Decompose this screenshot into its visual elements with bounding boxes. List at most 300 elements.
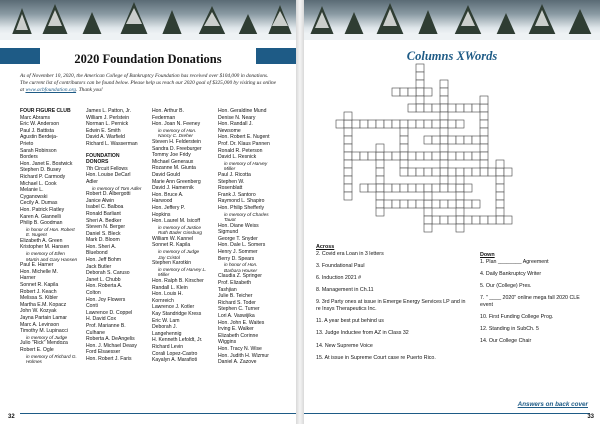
crossword-cell[interactable] [376, 152, 384, 160]
donor-name: Cecily A. Dumas [20, 200, 58, 207]
donor-name: Prof. Marianne B. [86, 323, 126, 329]
donor-name: Michael L. Cook [20, 180, 57, 187]
donor-name: Randall L. Klein [152, 284, 188, 291]
donor-name: Hon. Janet E. Bostwick [20, 160, 73, 167]
crossword-cell[interactable] [456, 176, 464, 184]
crossword-cell[interactable] [360, 152, 368, 160]
donor-name: John W. Kozyak [20, 308, 57, 315]
crossword-cell[interactable] [432, 168, 440, 176]
donor-name: Irving E. Walker [218, 326, 254, 333]
donor-name: Adler [86, 178, 98, 185]
crossword-cell[interactable] [464, 152, 472, 160]
crossword-cell[interactable] [344, 192, 352, 200]
donor-name: Claudia Z. Springer [218, 273, 262, 280]
crossword-cell[interactable] [440, 104, 448, 112]
tribute-note: Tauot [224, 217, 236, 223]
donor-name: Hon. Geraldine Mund [218, 108, 267, 114]
donor-name: Richard S. Toder [218, 299, 256, 306]
crossword-cell[interactable] [400, 184, 408, 192]
crossword-cell[interactable] [488, 168, 496, 176]
crossword-cell[interactable] [400, 120, 408, 128]
donor-name: Lawrence J. Kotler [152, 304, 195, 311]
foundation-link[interactable]: www.acbfoundation.org [25, 87, 77, 93]
crossword-cell[interactable] [440, 96, 448, 104]
crossword-cell[interactable] [496, 160, 504, 168]
crossword-cell[interactable] [424, 104, 432, 112]
crossword-cell[interactable] [344, 144, 352, 152]
donor-name: Karen A. Giannelli [20, 213, 61, 220]
winter-trees-photo [304, 0, 600, 40]
crossword-cell[interactable] [432, 184, 440, 192]
crossword-cell[interactable] [360, 184, 368, 192]
donor-name: Raymond L. Shapiro [218, 198, 265, 205]
donor-name: Kayalyn A. Marafioti [152, 357, 198, 364]
crossword-cell[interactable] [392, 120, 400, 128]
donor-name: Harwood [152, 198, 173, 205]
crossword-cell[interactable] [360, 120, 368, 128]
crossword-cell[interactable] [352, 152, 360, 160]
donor-name: Frank J. Santoro [218, 191, 256, 198]
crossword-cell[interactable] [448, 184, 456, 192]
crossword-cell[interactable] [392, 200, 400, 208]
crossword-cell[interactable] [432, 120, 440, 128]
crossword-cell[interactable] [424, 120, 432, 128]
tribute-note: Barbara Houser [224, 267, 258, 273]
donor-name: Robert D. Albergotti [86, 191, 131, 198]
donor-name: Prof. Elizabeth [218, 280, 252, 287]
donor-name: Hon. Laurel M. Isicoff [152, 218, 201, 225]
donor-name: Hon. Judith H. Wizmur [218, 352, 269, 359]
crossword-cell[interactable] [496, 216, 504, 224]
crossword-cell[interactable] [344, 128, 352, 136]
footer-rule [304, 413, 590, 414]
crossword-cell[interactable] [456, 192, 464, 200]
crossword-cell[interactable] [424, 192, 432, 200]
across-clue: 6. Induction 2021 # [316, 274, 362, 281]
crossword-cell[interactable] [472, 200, 480, 208]
donor-name: Timothy M. Lupinacci [20, 328, 68, 335]
crossword-cell[interactable] [400, 152, 408, 160]
donor-name: Henry J. Sommer [218, 249, 258, 256]
donor-name: Melissa S. Kibler [20, 295, 58, 302]
donor-name: Marc Abrams [20, 114, 51, 121]
donor-name: Hon. Sheri A. [86, 243, 117, 250]
crossword-cell[interactable] [496, 184, 504, 192]
donor-name: Newsome [218, 127, 241, 134]
crossword-cell[interactable] [424, 216, 432, 224]
crossword-cell[interactable] [384, 152, 392, 160]
crossword-cell[interactable] [424, 208, 432, 216]
crossword-cell[interactable] [432, 200, 440, 208]
donor-name: Hon. Philip Shefferly [218, 204, 265, 211]
crossword-cell[interactable] [400, 128, 408, 136]
crossword-cell[interactable] [416, 168, 424, 176]
tribute-note: Jay Cristol [158, 254, 180, 260]
crossword-cell[interactable] [440, 112, 448, 120]
donor-name: Sonnet R. Kapila [20, 282, 59, 289]
donor-name: Kay Standridge Kress [152, 311, 202, 317]
crossword-cell[interactable] [376, 208, 384, 216]
donor-name: Steven N. Berger [86, 224, 126, 231]
crossword-cell[interactable] [440, 120, 448, 128]
crossword-cell[interactable] [384, 200, 392, 208]
crossword-cell[interactable] [456, 200, 464, 208]
crossword-cell[interactable] [384, 120, 392, 128]
crossword-cell[interactable] [480, 160, 488, 168]
down-clue: 12. Standing in SubCh. 5 [480, 326, 539, 333]
crossword-cell[interactable] [344, 152, 352, 160]
donor-name: Kornreich [152, 297, 174, 304]
tribute-note: in memory of Judge [26, 334, 68, 340]
crossword-cell[interactable] [400, 136, 408, 144]
donor-name: Stephen D. Busey [20, 167, 62, 174]
tribute-note: Ruth Bader Ginsburg [158, 230, 203, 236]
crossword-cell[interactable] [456, 152, 464, 160]
donor-name: Sandra D. Freeburger [152, 145, 202, 152]
tribute-note: in memory of Ellen [26, 251, 65, 257]
across-clue: 8. Management in Ch.11 [316, 287, 374, 294]
crossword-cell[interactable] [416, 120, 424, 128]
crossword-cell[interactable] [440, 152, 448, 160]
crossword-cell[interactable] [464, 168, 472, 176]
crossword-cell[interactable] [344, 112, 352, 120]
crossword-cell[interactable] [416, 200, 424, 208]
crossword-cell[interactable] [440, 144, 448, 152]
donor-name: Robert E. Ogle [20, 346, 54, 353]
crossword-cell[interactable] [424, 136, 432, 144]
across-clue: 13. Judge Inductee from AZ in Class 32 [316, 330, 409, 337]
intro-text: As of November 10, 2020, the American College of Bankruptcy Foundation has received over $104,000 in donations. The current list of contributors can be found below. Please help us reach our 2020 goal of $325,000 by visiting us online at [20, 73, 276, 93]
tribute-note: Miller [224, 166, 236, 172]
crossword-cell[interactable] [480, 136, 488, 144]
crossword-cell[interactable] [344, 176, 352, 184]
left-page [0, 0, 296, 424]
crossword-cell[interactable] [424, 200, 432, 208]
crossword-cell[interactable] [456, 120, 464, 128]
crossword-cell[interactable] [440, 200, 448, 208]
donor-name: David L. Resnick [218, 154, 257, 161]
donor-name: Lori A. Vaswijika [218, 313, 255, 319]
donor-name: Richard Levin [152, 343, 184, 350]
donor-name: Stephen Karotkin [152, 260, 192, 267]
crossword-cell[interactable] [416, 104, 424, 112]
crossword-cell[interactable] [424, 168, 432, 176]
crossword-cell[interactable] [440, 176, 448, 184]
crossword-cell[interactable] [392, 184, 400, 192]
donor-name: Philip B. Goodman [20, 220, 63, 227]
crossword-cell[interactable] [368, 120, 376, 128]
donor-name: Prieto [20, 140, 34, 147]
section-heading: FOUNDATION [86, 152, 120, 159]
crossword-cell[interactable] [456, 216, 464, 224]
crossword-cell[interactable] [408, 120, 416, 128]
crossword-cell[interactable] [432, 152, 440, 160]
across-clues [316, 244, 466, 367]
crossword-cell[interactable] [400, 88, 408, 96]
page-number: 32 [8, 414, 15, 420]
crossword-cell[interactable] [376, 160, 384, 168]
down-clue: 5. Our (College) Pres. [480, 282, 532, 289]
crossword-cell[interactable] [408, 168, 416, 176]
donor-name: Culhane [86, 329, 105, 336]
crossword-cell[interactable] [448, 216, 456, 224]
donor-name: Edwin E. Smith [86, 127, 121, 134]
crossword-cell[interactable] [448, 120, 456, 128]
tribute-note: in memory of Hon. [158, 127, 197, 133]
crossword-cell[interactable] [392, 152, 400, 160]
donor-name: Corali Lopez-Castro [152, 350, 198, 357]
donor-name: Marc A. Levinson [20, 321, 60, 328]
crossword-cell[interactable] [456, 224, 464, 232]
crossword-cell[interactable] [448, 104, 456, 112]
down-clues [480, 252, 592, 351]
crossword-cell[interactable] [376, 184, 384, 192]
donor-name: Conti [86, 303, 98, 310]
crossword-cell[interactable] [408, 152, 416, 160]
crossword-cell[interactable] [480, 112, 488, 120]
donor-name: H. David Cox [86, 316, 117, 323]
crossword-cell[interactable] [480, 144, 488, 152]
tribute-note: in honor of Hon. [224, 262, 258, 268]
crossword-cell[interactable] [344, 120, 352, 128]
crossword-cell[interactable] [400, 144, 408, 152]
page-gutter [296, 0, 304, 424]
tribute-note: in memory of Judge [158, 249, 200, 255]
across-clue: 15. At issue in Supreme Court case re Puerto Rico. [316, 354, 436, 361]
crossword-cell[interactable] [472, 216, 480, 224]
crossword-cell[interactable] [416, 152, 424, 160]
crossword-cell[interactable] [344, 168, 352, 176]
intro-paragraph [20, 73, 276, 94]
answers-link[interactable]: Answers on back cover [517, 401, 588, 408]
crossword-cell[interactable] [456, 208, 464, 216]
crossword-cell[interactable] [456, 184, 464, 192]
donor-name: Jack Butler [86, 263, 112, 270]
crossword-cell[interactable] [440, 168, 448, 176]
crossword-cell[interactable] [440, 216, 448, 224]
donor-name: William W. Kannel [152, 235, 194, 242]
crossword-cell[interactable] [344, 136, 352, 144]
crossword-cell[interactable] [408, 104, 416, 112]
donor-name: Deborah S. Caruso [86, 270, 130, 277]
donor-name: Paul J. Ricotta [218, 171, 251, 178]
donor-name: Hon. Ralph B. Kirscher [152, 278, 204, 285]
donor-name: Daniel S. Bleck [86, 230, 121, 237]
crossword-cell[interactable] [440, 88, 448, 96]
winter-trees-photo [0, 0, 296, 40]
crossword-cell[interactable] [488, 216, 496, 224]
across-clue: 9. 3rd Party ones at issue in Emerge Energy Services LP and in re Insys Therapeutics Inc. [316, 299, 466, 312]
down-clue: 1. Plan ________ Agreement [480, 258, 549, 265]
crossword-cell[interactable] [480, 128, 488, 136]
donor-name: David J. Hamernik [152, 185, 194, 192]
donor-name: Hon. Dale L. Somers [218, 242, 266, 249]
page-number: 33 [587, 414, 594, 420]
crossword-cell[interactable] [496, 168, 504, 176]
crossword-cell[interactable] [336, 120, 344, 128]
donor-name: Hon. Tracy N. Wise [218, 345, 262, 352]
crossword-cell[interactable] [480, 168, 488, 176]
crossword-cell[interactable] [464, 136, 472, 144]
crossword-cell[interactable] [408, 200, 416, 208]
across-clue: 11. A year best put behind us [316, 318, 384, 325]
crossword-cell[interactable] [480, 96, 488, 104]
crossword-cell[interactable] [472, 168, 480, 176]
donor-name: Rozanne M. Giunta [152, 165, 196, 172]
crossword-cell[interactable] [480, 216, 488, 224]
down-clue: 4. Daily Bankruptcy Writer [480, 270, 542, 277]
crossword-cell[interactable] [424, 152, 432, 160]
donor-name: Kristopher M. Hansen [20, 244, 70, 251]
donor-name: Sarah Robinson [20, 147, 57, 154]
footer-rule [20, 413, 296, 414]
down-clue: 10. First Funding College Prog. [480, 313, 554, 320]
crossword-cell[interactable] [424, 88, 432, 96]
crossword-cell[interactable] [416, 64, 424, 72]
crossword-cell[interactable] [376, 144, 384, 152]
tribute-note: in memory of Tom Adler [92, 185, 142, 191]
crossword-cell[interactable] [472, 152, 480, 160]
down-clue: 7. " ____ 2020" online mega fall 2020 CLE event [480, 295, 580, 308]
crossword-cell[interactable] [480, 152, 488, 160]
crossword-cell[interactable] [416, 184, 424, 192]
donor-name: Tashjian [218, 286, 237, 293]
donor-name: Rosenblatt [218, 185, 243, 192]
donor-name: Hon. Arthur B. [152, 108, 184, 114]
donor-name: Norman L. Pernick [86, 121, 129, 128]
donor-column-1 [20, 108, 77, 365]
crossword-cell[interactable] [432, 136, 440, 144]
crossword-cell[interactable] [440, 128, 448, 136]
across-clue: 14. New Supreme Voice [316, 342, 373, 349]
section-heading: DONORS [86, 159, 109, 166]
donor-name: Federman [152, 114, 176, 121]
crossword-cell[interactable] [400, 168, 408, 176]
tribute-note: in memory of Harvey [224, 160, 268, 166]
crossword-cell[interactable] [456, 136, 464, 144]
crossword-cell[interactable] [472, 136, 480, 144]
donor-name: Steven H. Felderstein [152, 138, 201, 145]
crossword-cell[interactable] [392, 88, 400, 96]
crossword-cell[interactable] [504, 216, 512, 224]
donor-name: Janet L. Chubb [86, 276, 121, 283]
crossword-cell[interactable] [416, 80, 424, 88]
crossword-cell[interactable] [464, 104, 472, 112]
crossword-cell[interactable] [448, 168, 456, 176]
donor-name: Hon. Robert J. Faris [86, 355, 132, 362]
donor-name: Elizabeth A. Green [20, 237, 63, 244]
donor-name: Stephen W. [218, 178, 245, 185]
crossword-cell[interactable] [376, 200, 384, 208]
crossword-cell[interactable] [408, 184, 416, 192]
crossword-cell[interactable] [400, 200, 408, 208]
donor-name: Hon. Louis H. [152, 291, 183, 298]
donor-column-3 [152, 108, 206, 364]
crossword-cell[interactable] [464, 184, 472, 192]
crossword-cell[interactable] [376, 168, 384, 176]
crossword-cell[interactable] [376, 176, 384, 184]
crossword-cell[interactable] [432, 104, 440, 112]
crossword-cell[interactable] [400, 160, 408, 168]
donor-name: Martha E.M. Kopacz [20, 301, 67, 308]
crossword-cell[interactable] [496, 200, 504, 208]
crossword-cell[interactable] [464, 200, 472, 208]
crossword-cell[interactable] [480, 104, 488, 112]
crossword-cell[interactable] [448, 200, 456, 208]
crossword-cell[interactable] [416, 96, 424, 104]
crossword-grid[interactable] [324, 62, 514, 240]
donor-name: Marie Ann Greenberg [152, 178, 201, 185]
donor-name: Ronald R. Peterson [218, 147, 263, 154]
crossword-cell[interactable] [416, 88, 424, 96]
crossword-cell[interactable] [424, 224, 432, 232]
donor-name: Lawrence D. Coppel [86, 309, 133, 316]
crossword-cell[interactable] [368, 184, 376, 192]
crossword-cell[interactable] [384, 184, 392, 192]
crossword-cell[interactable] [408, 88, 416, 96]
crossword-cell[interactable] [456, 104, 464, 112]
crossword-cell[interactable] [344, 160, 352, 168]
crossword-cell[interactable] [352, 120, 360, 128]
crossword-cell[interactable] [464, 216, 472, 224]
crossword-cell[interactable] [440, 160, 448, 168]
donor-name: Denise N. Neary [218, 114, 256, 121]
crossword-cell[interactable] [448, 136, 456, 144]
tribute-note: in memory of Charles [224, 211, 269, 217]
donor-name: Julie B. Teicher [218, 293, 253, 300]
donor-name: David A. Warfield [86, 134, 125, 141]
crossword-cell[interactable] [456, 168, 464, 176]
donor-name: Ford Elsaesser [86, 349, 121, 356]
donor-name: Elizabeth Corinne [218, 332, 259, 339]
crossword-cell[interactable] [424, 184, 432, 192]
crossword-cell[interactable] [504, 168, 512, 176]
donor-column-4 [218, 108, 270, 366]
donor-name: Jayna Partain Lamar [20, 315, 68, 321]
crossword-cell[interactable] [448, 152, 456, 160]
donor-name: Robert J. Keach [20, 288, 57, 295]
crossword-cell[interactable] [376, 120, 384, 128]
crossword-cell[interactable] [496, 208, 504, 216]
crossword-cell[interactable] [472, 104, 480, 112]
crossword-cell[interactable] [440, 80, 448, 88]
donor-name: Hon. Diane Weiss [218, 222, 259, 229]
donor-name: Paul E. Harner [20, 262, 54, 269]
crossword-cell[interactable] [440, 184, 448, 192]
donor-name: 7th Circuit Fellows [86, 165, 128, 172]
page-title: 2020 Foundation Donations [74, 52, 222, 66]
tribute-note: Martin and Gary Hansen [26, 256, 78, 262]
crossword-cell[interactable] [416, 72, 424, 80]
crossword-cell[interactable] [368, 152, 376, 160]
crossword-cell[interactable] [432, 216, 440, 224]
crossword-cell[interactable] [480, 120, 488, 128]
donor-name: Isabel C. Balboa [86, 204, 124, 211]
crossword-cell[interactable] [496, 192, 504, 200]
donor-name: Tommy Joe Fridy [152, 152, 191, 159]
crossword-cell[interactable] [496, 176, 504, 184]
donor-name: Hon. John E. Waites [218, 319, 265, 326]
donor-name: Roberta A. DeAngelis [86, 336, 135, 343]
donor-name: David Gould [152, 171, 181, 178]
crossword-cell[interactable] [376, 192, 384, 200]
crossword-cell[interactable] [440, 136, 448, 144]
crossword-cell[interactable] [344, 184, 352, 192]
donor-name: Hon. Bruce A. [152, 191, 184, 198]
donor-name: Melanie L. [20, 187, 44, 194]
tribute-note: in memory of Richard G. [26, 353, 77, 359]
tribute-note: in honor of Hon. Robert [26, 226, 75, 232]
